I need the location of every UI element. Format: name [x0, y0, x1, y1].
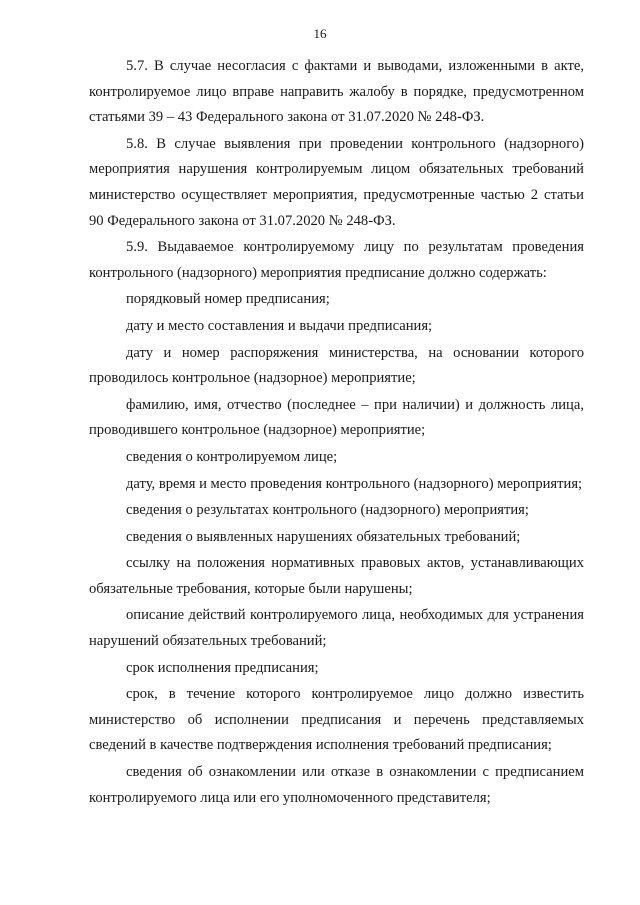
list-item-inspector-name: фамилию, имя, отчество (последнее – при наличии) и должность лица, проводившего контрольное (надзорное) мероприятие;	[89, 396, 584, 439]
list-item-legal-references: ссылку на положения нормативных правовых актов, устанавливающих обязательные требования, которые были нарушены;	[89, 555, 584, 597]
page-number: 16	[313, 26, 327, 41]
list-item-deadline: срок исполнения предписания;	[126, 659, 319, 676]
list-item-order-date-number: дату и номер распоряжения министерства, на основании которого проводилось контрольное (надзорное) мероприятие;	[89, 344, 584, 387]
list-item-results: сведения о результатах контрольного (надзорного) мероприятия;	[126, 502, 529, 519]
list-item-notification-term: срок, в течение которого контролируемое лицо должно известить министерство об исполнении предписания и перечень представляемых сведений в качестве подтверждения исполнения требований предписания;	[89, 686, 584, 754]
list-item-acknowledgement: сведения об ознакомлении или отказе в ознакомлении с предписанием контролируемого лица или его уполномоченного представителя;	[89, 764, 584, 806]
list-item-date-time-place: дату, время и место проведения контрольного (надзорного) мероприятия;	[126, 475, 583, 492]
list-item-order-number: порядковый номер предписания;	[126, 291, 330, 308]
list-item-date-place: дату и место составления и выдачи предписания;	[126, 317, 433, 334]
paragraph-5-9: 5.9. Выдаваемое контролируемому лицу по результатам проведения контрольного (надзорного) мероприятия предписание должно содержать:	[89, 239, 584, 281]
paragraph-5-8: 5.8. В случае выявления при проведении контрольного (надзорного) мероприятия нарушения контролируемым лицом обязательных требований министерство осуществляет мероприятия, предусмотренные частью 2 статьи 90 Федерального закона от 31.07.2020 № 248-ФЗ.	[89, 135, 584, 229]
paragraph-5-7: 5.7. В случае несогласия с фактами и выводами, изложенными в акте, контролируемое лицо вправе направить жалобу в порядке, предусмотренном статьями 39 – 43 Федерального закона от 31.07.2020 № 248-ФЗ.	[89, 58, 584, 126]
list-item-controlled-person: сведения о контролируемом лице;	[126, 448, 338, 465]
list-item-violations: сведения о выявленных нарушениях обязательных требований;	[126, 528, 521, 545]
list-item-actions-description: описание действий контролируемого лица, необходимых для устранения нарушений обязательных требований;	[89, 607, 584, 650]
document-body	[89, 54, 584, 811]
